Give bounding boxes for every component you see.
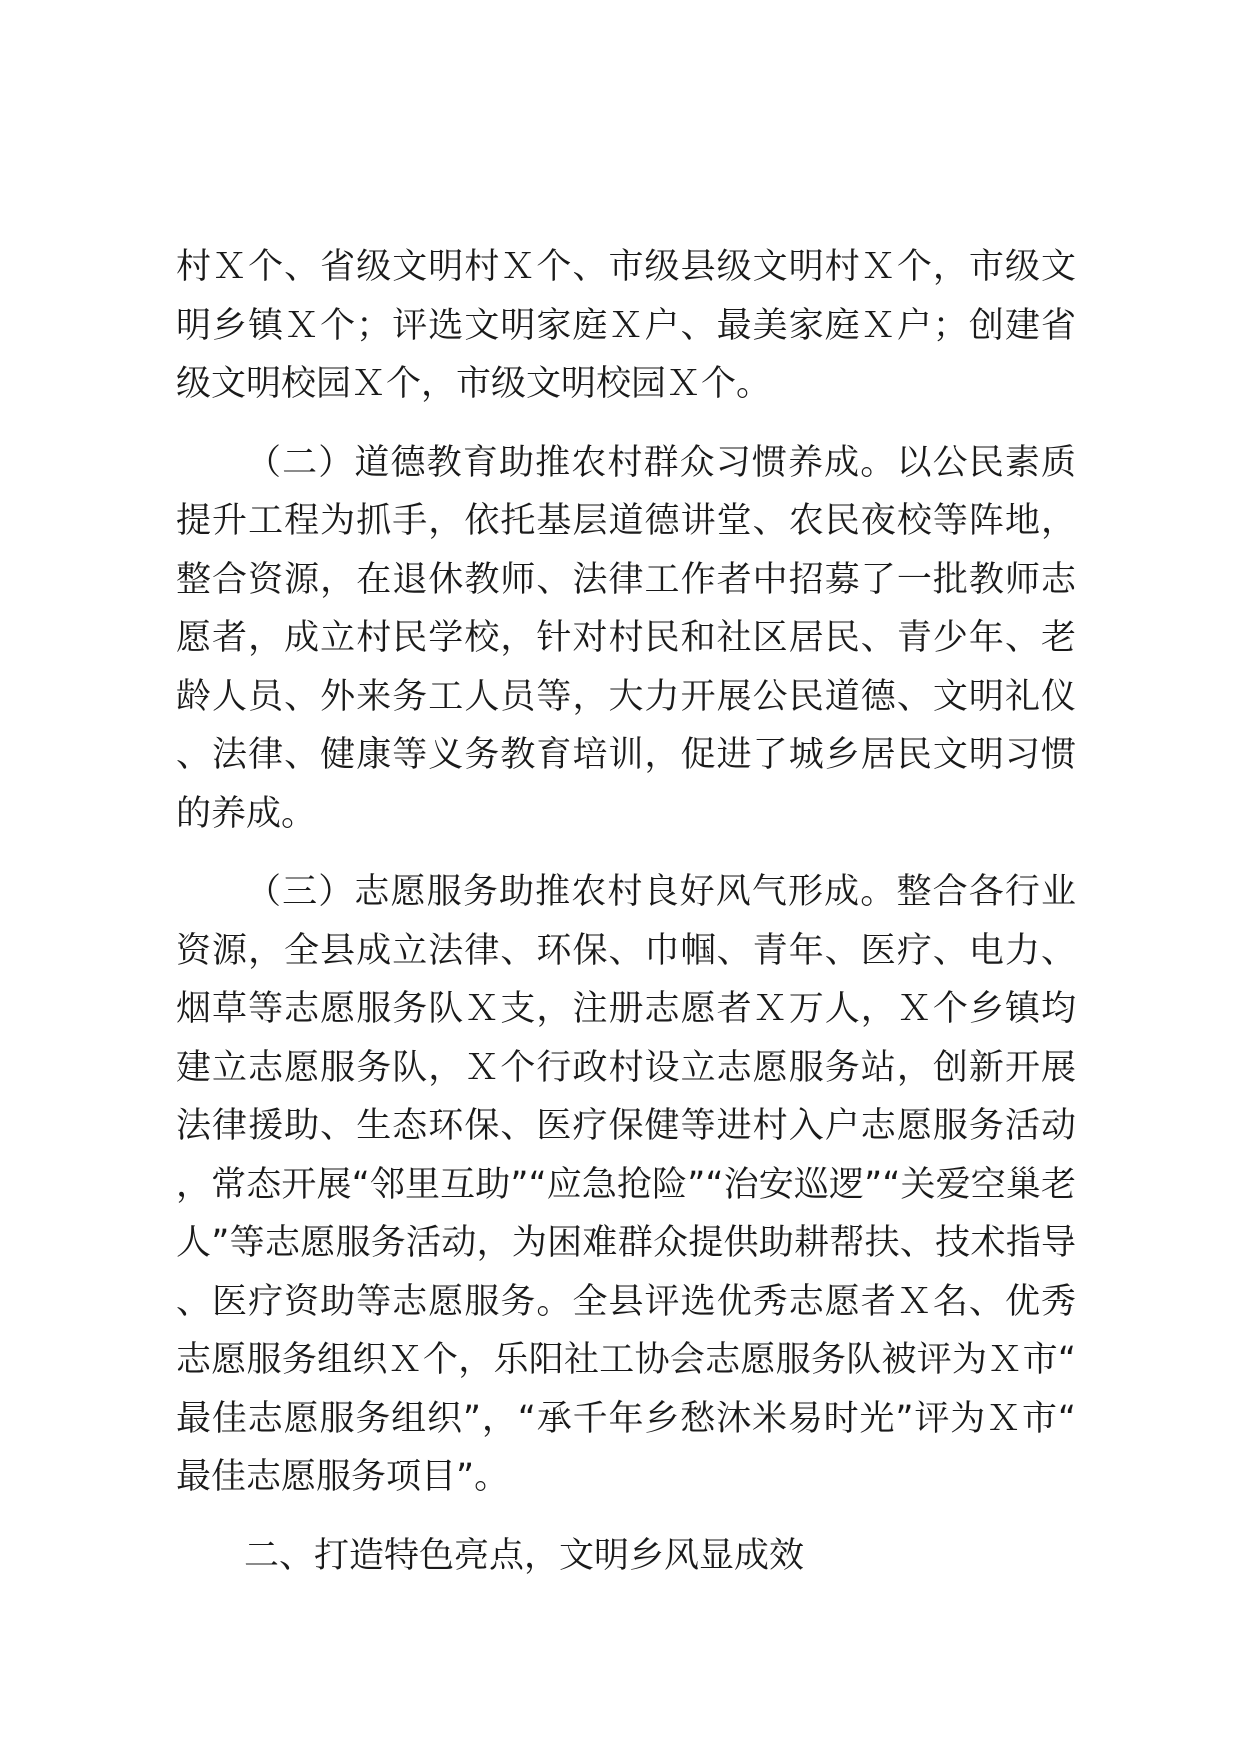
document-body: [176, 238, 1076, 1585]
paragraph-continuation: 村Ｘ个、省级文明村Ｘ个、市级县级文明村Ｘ个，市级文明乡镇Ｘ个；评选文明家庭Ｘ户、最美家庭Ｘ户；创建省级文明校园Ｘ个，市级文明校园Ｘ个。: [176, 247, 1076, 404]
paragraph-moral-education: （二）道德教育助推农村群众习惯养成。以公民素质提升工程为抓手，依托基层道德讲堂、农民夜校等阵地，整合资源，在退休教师、法律工作者中招募了一批教师志愿者，成立村民学校，针对村民和社区居民、青少年、老龄人员、外来务工人员等，大力开展公民道德、文明礼仪、法律、健康等义务教育培训，促进了城乡居民文明习惯的养成。: [176, 442, 1076, 834]
paragraph-volunteer-service: （三）志愿服务助推农村良好风气形成。整合各行业资源，全县成立法律、环保、巾帼、青年、医疗、电力、烟草等志愿服务队Ｘ支，注册志愿者Ｘ万人，Ｘ个乡镇均建立志愿服务队，Ｘ个行政村设立志愿服务站，创新开展法律援助、生态环保、医疗保健等进村入户志愿服务活动，常态开展“邻里互助”“应急抢险”“治安巡逻”“关爱空巢老人”等志愿服务活动，为困难群众提供助耕帮扶、技术指导、医疗资助等志愿服务。全县评选优秀志愿者Ｘ名、优秀志愿服务组织Ｘ个，乐阳社工协会志愿服务队被评为Ｘ市“最佳志愿服务组织”，“承千年乡愁沐米易时光”评为Ｘ市“最佳志愿服务项目”。: [176, 872, 1076, 1497]
section-heading: 二、打造特色亮点，文明乡风显成效: [244, 1535, 805, 1576]
